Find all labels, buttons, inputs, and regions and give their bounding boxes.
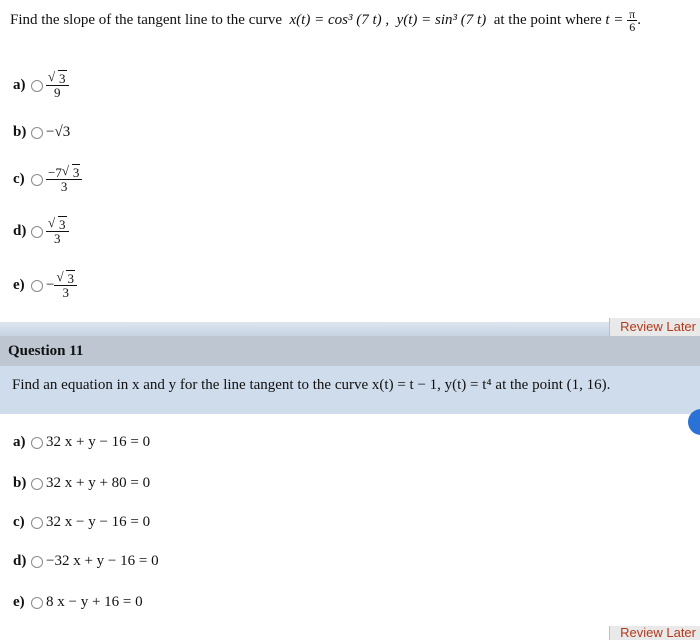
question-header-bar: [0, 336, 700, 366]
q10-curve-x: x(t) = cos³ (7 t) ,: [289, 11, 390, 28]
q11-option-a[interactable]: [13, 434, 150, 451]
q10-t-den: 6: [627, 20, 637, 33]
option-text: 32 x − y − 16 = 0: [46, 514, 151, 530]
radio-button[interactable]: [31, 226, 43, 238]
option-text: 8 x − y + 16 = 0: [46, 594, 143, 610]
option-text: −32 x + y − 16 = 0: [46, 553, 159, 569]
q11-option-e[interactable]: [13, 594, 143, 611]
q11-option-c[interactable]: [13, 514, 150, 531]
fraction-numerator: 3: [59, 217, 66, 232]
q10-t-num: π: [629, 7, 636, 21]
option-letter: c): [13, 171, 25, 187]
fraction-numerator: 3: [59, 71, 66, 86]
radio-button[interactable]: [31, 556, 43, 568]
option-text: 32 x + y − 16 = 0: [46, 434, 151, 450]
radio-button[interactable]: [31, 597, 43, 609]
option-letter: a): [13, 434, 26, 450]
option-letter: c): [13, 514, 25, 530]
radio-button[interactable]: [31, 478, 43, 490]
radio-button[interactable]: [31, 80, 43, 92]
option-text: −√3: [46, 124, 71, 140]
fraction-numerator: 3: [67, 271, 74, 286]
fraction-denominator: 3: [54, 285, 77, 299]
question-10-prompt: Find the slope of the tangent line to the curve x(t) = cos³ (7 t) , y(t) = sin³ (7 t) at the point where t = $\frac{\pi}{6}$ .: [10, 7, 641, 34]
option-letter: a): [13, 77, 26, 93]
q10-option-e[interactable]: [13, 272, 77, 299]
radio-button[interactable]: [31, 127, 43, 139]
question-11-prompt: Find an equation in x and y for the line tangent to the curve x(t) = t − 1, y(t) = t⁴ at the point (1, 16).: [12, 377, 611, 393]
q10-curve-y: y(t) = sin³ (7 t): [396, 11, 487, 28]
q10-prompt-mid: at the point where: [493, 11, 602, 28]
fraction-numerator: 3: [72, 165, 80, 180]
question-11-title: Question 11: [8, 343, 84, 359]
question-separator: [0, 322, 700, 336]
option-sign: −: [46, 277, 55, 293]
option-fraction: [46, 166, 82, 193]
option-letter: d): [13, 553, 27, 569]
fraction-denominator: 3: [46, 231, 69, 245]
radio-button[interactable]: [31, 517, 43, 529]
review-later-button[interactable]: Review Later: [609, 318, 700, 336]
q10-t-eq: t =: [605, 11, 624, 28]
review-later-button-2[interactable]: Review Later: [609, 626, 700, 640]
q10-option-d[interactable]: [13, 218, 69, 245]
option-letter: e): [13, 277, 25, 293]
option-fraction: [46, 72, 69, 99]
numerator-prefix: −7: [48, 165, 62, 180]
option-fraction: [46, 218, 69, 245]
radio-button[interactable]: [31, 174, 43, 186]
fraction-denominator: 9: [46, 85, 69, 99]
q11-option-d[interactable]: [13, 553, 159, 570]
option-text: 32 x + y + 80 = 0: [46, 475, 151, 491]
q10-t-fraction: [627, 8, 637, 33]
q10-option-a[interactable]: [13, 72, 69, 99]
q10-option-c[interactable]: [13, 166, 82, 193]
fraction-denominator: 3: [46, 179, 82, 193]
q11-option-b[interactable]: [13, 475, 150, 492]
option-fraction: [54, 272, 77, 299]
q10-prompt-start: Find the slope of the tangent line to the curve: [10, 11, 283, 28]
option-letter: b): [13, 475, 27, 491]
radio-button[interactable]: [31, 280, 43, 292]
radio-button[interactable]: [31, 437, 43, 449]
option-letter: e): [13, 594, 25, 610]
option-letter: b): [13, 124, 27, 140]
q10-option-b[interactable]: [13, 124, 70, 141]
option-letter: d): [13, 223, 27, 239]
